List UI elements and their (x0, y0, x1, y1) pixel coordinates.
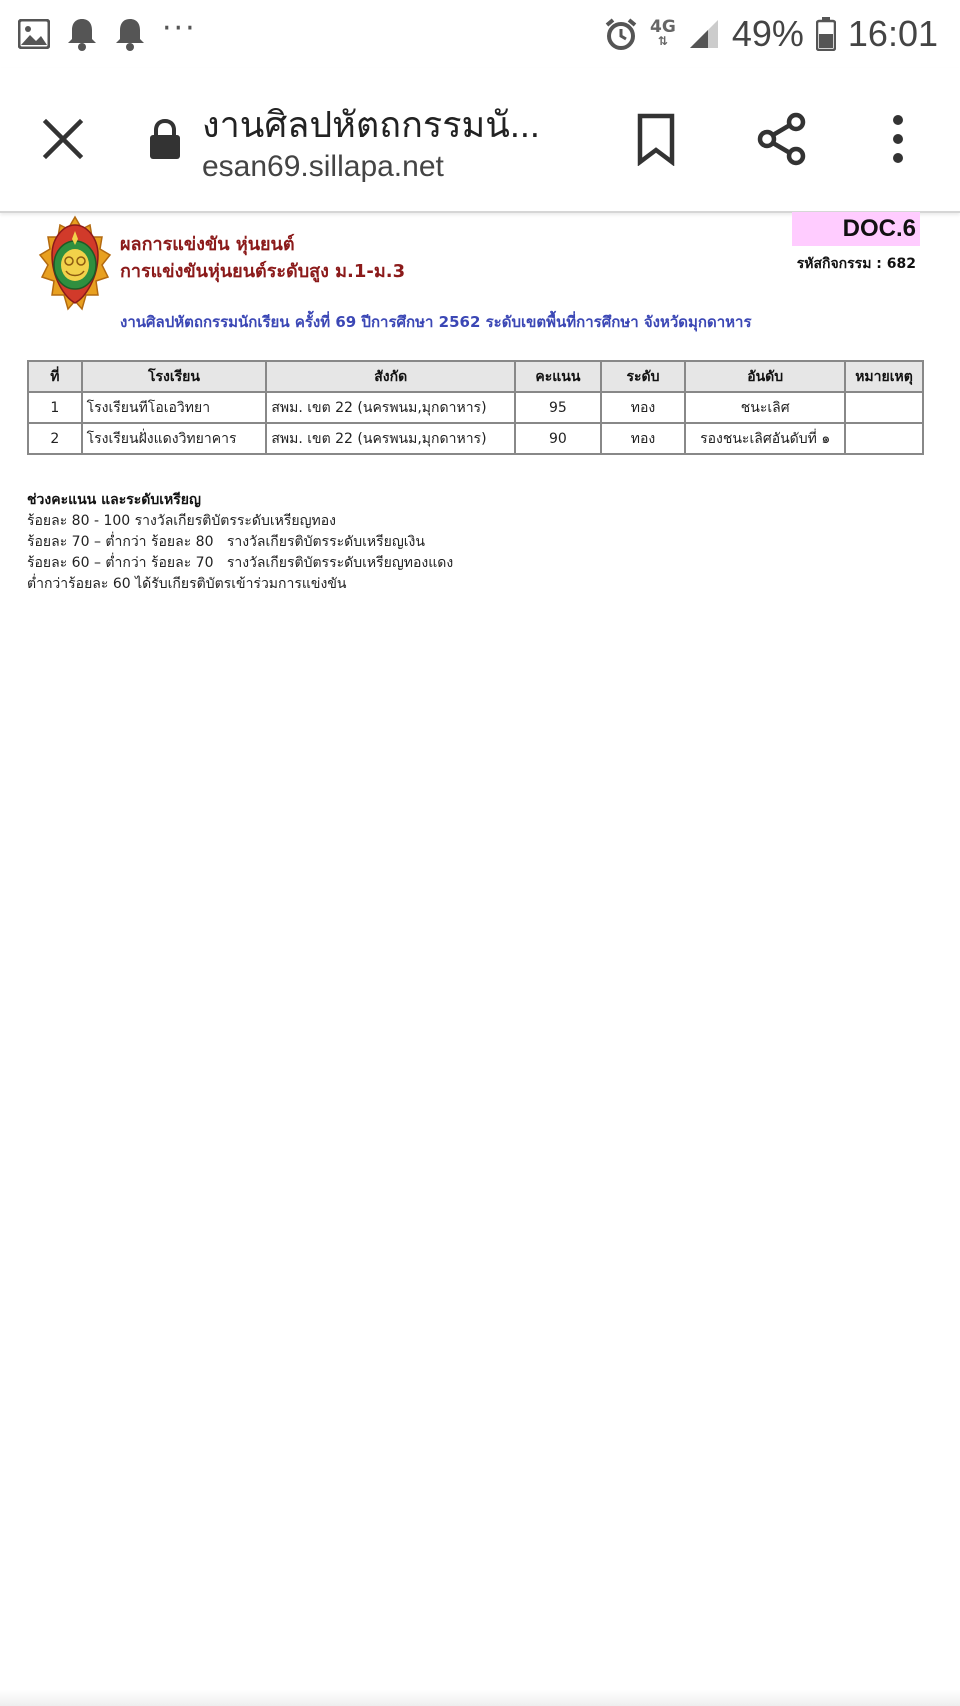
clock: 16:01 (847, 13, 938, 54)
legend-line-participation: ต่ำกว่าร้อยละ 60 ได้รับเกียรติบัตรเข้าร่วมการแข่งขัน (27, 576, 347, 592)
browser-toolbar (0, 68, 960, 213)
cell-no: 2 (28, 423, 82, 454)
cell-affiliation: สพม. เขต 22 (นครพนม,มุกดาหาร) (266, 392, 515, 423)
cell-no: 1 (28, 392, 82, 423)
battery-percent: 49% (731, 13, 804, 54)
legend-line-bronze: ร้อยละ 60 – ต่ำกว่า ร้อยละ 70 รางวัลเกียรติบัตรระดับเหรียญทองแดง (27, 555, 454, 571)
cell-level: ทอง (601, 423, 686, 454)
legend-line-silver: ร้อยละ 70 – ต่ำกว่า ร้อยละ 80 รางวัลเกียรติบัตรระดับเหรียญเงิน (27, 534, 425, 550)
more-notifications-icon: ··· (162, 11, 197, 46)
legend-line-gold: ร้อยละ 80 - 100 รางวัลเกียรติบัตรระดับเหรียญทอง (27, 513, 337, 529)
table-row (28, 423, 923, 454)
notification-bell-icon (66, 16, 98, 52)
close-icon[interactable] (40, 116, 86, 162)
cell-remark (845, 423, 923, 454)
cell-remark (845, 392, 923, 423)
cell-rank: ชนะเลิศ (685, 392, 845, 423)
battery-icon (816, 17, 836, 51)
status-bar (0, 0, 960, 68)
results-table (27, 360, 924, 455)
competition-name: การแข่งขันหุ่นยนต์ระดับสูง ม.1-ม.3 (120, 261, 406, 282)
cell-school: โรงเรียนฝั่งแดงวิทยาคาร (82, 423, 267, 454)
page-title[interactable]: งานศิลปหัตถกรรมนั... (202, 104, 540, 145)
header-affiliation: สังกัด (266, 361, 515, 392)
header-score: คะแนน (515, 361, 601, 392)
cell-score: 90 (515, 423, 601, 454)
share-icon[interactable] (756, 112, 808, 166)
alarm-icon (604, 17, 638, 51)
status-bar-left (18, 11, 197, 54)
signal-icon (688, 18, 720, 50)
cell-level: ทอง (601, 392, 686, 423)
header-level: ระดับ (601, 361, 686, 392)
activity-code: รหัสกิจกรรม : 682 (796, 256, 916, 272)
table-row (28, 392, 923, 423)
bookmark-icon[interactable] (634, 112, 678, 166)
cell-score: 95 (515, 392, 601, 423)
header-school: โรงเรียน (82, 361, 267, 392)
cell-rank: รองชนะเลิศอันดับที่ ๑ (685, 423, 845, 454)
table-header-row (28, 361, 923, 392)
status-bar-right (592, 10, 938, 58)
obec-emblem-logo (36, 215, 114, 315)
more-vert-icon[interactable] (884, 112, 912, 166)
doc-code-badge: DOC.6 (792, 212, 920, 246)
result-title: ผลการแข่งขัน หุ่นยนต์ (120, 234, 295, 255)
gallery-icon (18, 19, 50, 49)
bottom-edge (0, 1690, 960, 1706)
notification-bell-icon (114, 16, 146, 52)
header-rank: อันดับ (685, 361, 845, 392)
header-remark: หมายเหตุ (845, 361, 923, 392)
medal-legend (27, 490, 453, 595)
lock-icon[interactable] (148, 118, 182, 160)
cell-affiliation: สพม. เขต 22 (นครพนม,มุกดาหาร) (266, 423, 515, 454)
cell-school: โรงเรียนทีโอเอวิทยา (82, 392, 267, 423)
header-no: ที่ (28, 361, 82, 392)
network-type-indicator: 4G ⇅ (650, 17, 676, 48)
legend-heading: ช่วงคะแนน และระดับเหรียญ (27, 492, 201, 508)
url-text[interactable]: esan69.sillapa.net (202, 150, 444, 183)
event-subtitle: งานศิลปหัตถกรรมนักเรียน ครั้งที่ 69 ปีการศึกษา 2562 ระดับเขตพื้นที่การศึกษา จังหวัดมุกดาหาร (120, 313, 752, 331)
